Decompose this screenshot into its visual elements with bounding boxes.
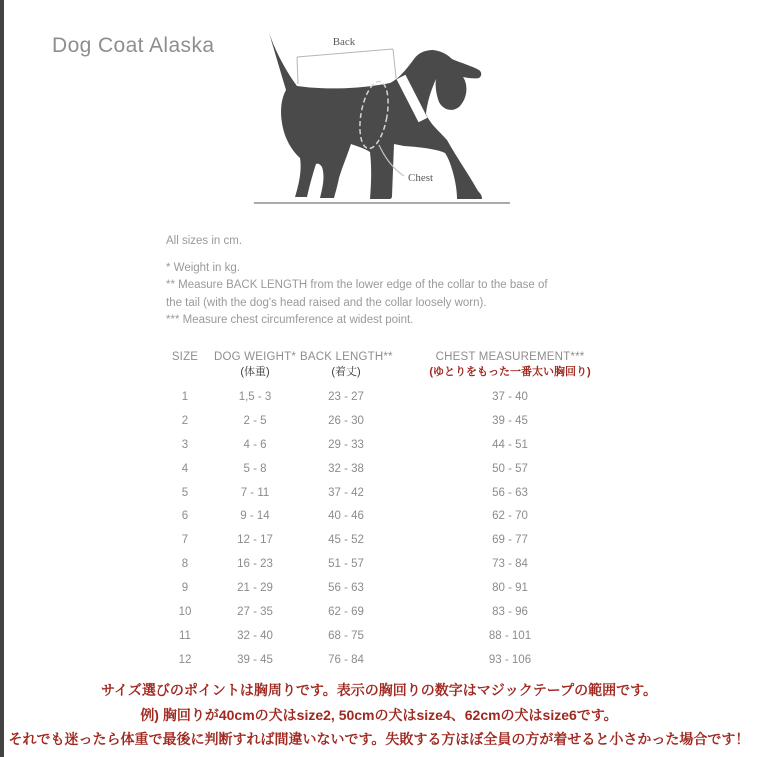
table-row: [160, 482, 628, 506]
note-line: * Weight in kg.: [166, 261, 240, 274]
table-cell: 56 - 63: [492, 486, 528, 499]
table-cell: 21 - 29: [237, 582, 273, 595]
table-cell: 39 - 45: [492, 414, 528, 427]
note-line: ** Measure BACK LENGTH from the lower edge of the collar to the base of: [166, 279, 548, 291]
size-table: [160, 350, 628, 673]
table-cell: 1,5 - 3: [238, 391, 272, 403]
column-subheader: (ゆとりをもった一番太い胸回り): [429, 366, 591, 378]
table-body: [160, 386, 628, 673]
back-measure-label: Back: [332, 36, 356, 48]
table-cell: 6: [181, 510, 189, 523]
chest-measure-label: Chest: [408, 172, 434, 184]
page-title: Dog Coat Alaska: [52, 34, 215, 57]
table-row: [160, 601, 628, 625]
table-cell: 4 - 6: [243, 438, 267, 451]
table-cell: 8: [181, 558, 189, 571]
table-cell: 1: [181, 391, 189, 403]
advice-line: それでも迷ったら体重で最後に判断すれば間違いないです。失敗する方ほぼ全員の方が着せると小さかった場合です！: [8, 731, 750, 747]
table-row: [160, 386, 628, 410]
dog-silhouette: [267, 26, 482, 199]
table-cell: 16 - 23: [237, 558, 273, 571]
column-header: SIZE: [171, 351, 199, 363]
table-cell: 7: [181, 534, 189, 547]
size-advice-ja: [0, 678, 758, 752]
table-cell: 11: [179, 629, 191, 642]
table-cell: 76 - 84: [328, 653, 364, 666]
table-subheader-row: [160, 364, 628, 381]
table-cell: 23 - 27: [328, 391, 364, 403]
table-cell: 62 - 69: [328, 606, 364, 619]
left-border-strip: [0, 0, 4, 757]
table-cell: 68 - 75: [328, 629, 364, 642]
table-cell: 37 - 42: [328, 486, 364, 499]
table-cell: 27 - 35: [237, 606, 273, 619]
table-cell: 56 - 63: [328, 582, 364, 595]
table-cell: 32 - 38: [328, 462, 364, 475]
table-cell: 9 - 14: [240, 510, 270, 523]
table-cell: 12: [178, 653, 192, 666]
table-cell: 32 - 40: [237, 629, 273, 642]
measurement-notes: [166, 233, 596, 330]
table-cell: 26 - 30: [328, 414, 364, 427]
table-cell: 93 - 106: [488, 653, 532, 666]
note-line: the tail (with the dog's head raised and the collar loosely worn).: [166, 296, 487, 309]
table-cell: 5: [181, 486, 189, 499]
advice-line: サイズ選びのポイントは胸周りです。表示の胸回りの数字はマジックテープの範囲です。: [101, 682, 657, 698]
table-cell: 39 - 45: [237, 653, 273, 666]
advice-line: 例) 胸回りが40cmの犬はsize2, 50cmの犬はsize4、62cmの犬はsize6です。: [140, 706, 618, 723]
table-cell: 50 - 57: [492, 462, 528, 475]
table-cell: 62 - 70: [492, 510, 528, 523]
back-measure-bracket: [297, 49, 396, 84]
table-row: [160, 649, 628, 673]
table-row: [160, 458, 628, 482]
column-header: CHEST MEASUREMENT***: [435, 351, 585, 363]
table-cell: 3: [181, 438, 189, 451]
column-subheader: (着丈): [331, 366, 361, 378]
table-cell: 5 - 8: [243, 462, 267, 475]
table-header-row: [160, 350, 628, 364]
table-row: [160, 625, 628, 649]
table-cell: 37 - 40: [492, 391, 528, 403]
table-cell: 44 - 51: [492, 438, 528, 451]
table-cell: 51 - 57: [328, 558, 364, 571]
dog-diagram-svg: [252, 20, 512, 212]
table-row: [160, 410, 628, 434]
table-cell: 80 - 91: [492, 582, 528, 595]
table-cell: 73 - 84: [492, 558, 528, 571]
table-row: [160, 434, 628, 458]
table-cell: 10: [178, 606, 192, 619]
table-row: [160, 505, 628, 529]
column-subheader: [160, 364, 210, 381]
table-cell: 88 - 101: [488, 629, 532, 642]
table-cell: 7 - 11: [240, 486, 270, 499]
table-cell: 40 - 46: [328, 510, 364, 523]
table-cell: 29 - 33: [328, 438, 364, 451]
column-header: DOG WEIGHT*: [213, 351, 297, 363]
dog-measurement-diagram: [252, 20, 512, 212]
table-cell: 4: [181, 462, 189, 475]
table-cell: 2: [181, 414, 189, 427]
table-row: [160, 529, 628, 553]
note-line: *** Measure chest circumference at widest point.: [166, 314, 414, 326]
note-line: All sizes in cm.: [166, 235, 243, 247]
table-row: [160, 577, 628, 601]
table-cell: 45 - 52: [328, 534, 364, 547]
table-cell: 12 - 17: [237, 534, 273, 547]
table-cell: 9: [181, 582, 189, 595]
column-subheader: (体重): [240, 366, 270, 378]
table-cell: 69 - 77: [492, 534, 528, 547]
column-header: BACK LENGTH**: [300, 351, 393, 363]
table-cell: 2 - 5: [243, 414, 267, 427]
table-cell: 83 - 96: [492, 606, 528, 619]
table-row: [160, 553, 628, 577]
